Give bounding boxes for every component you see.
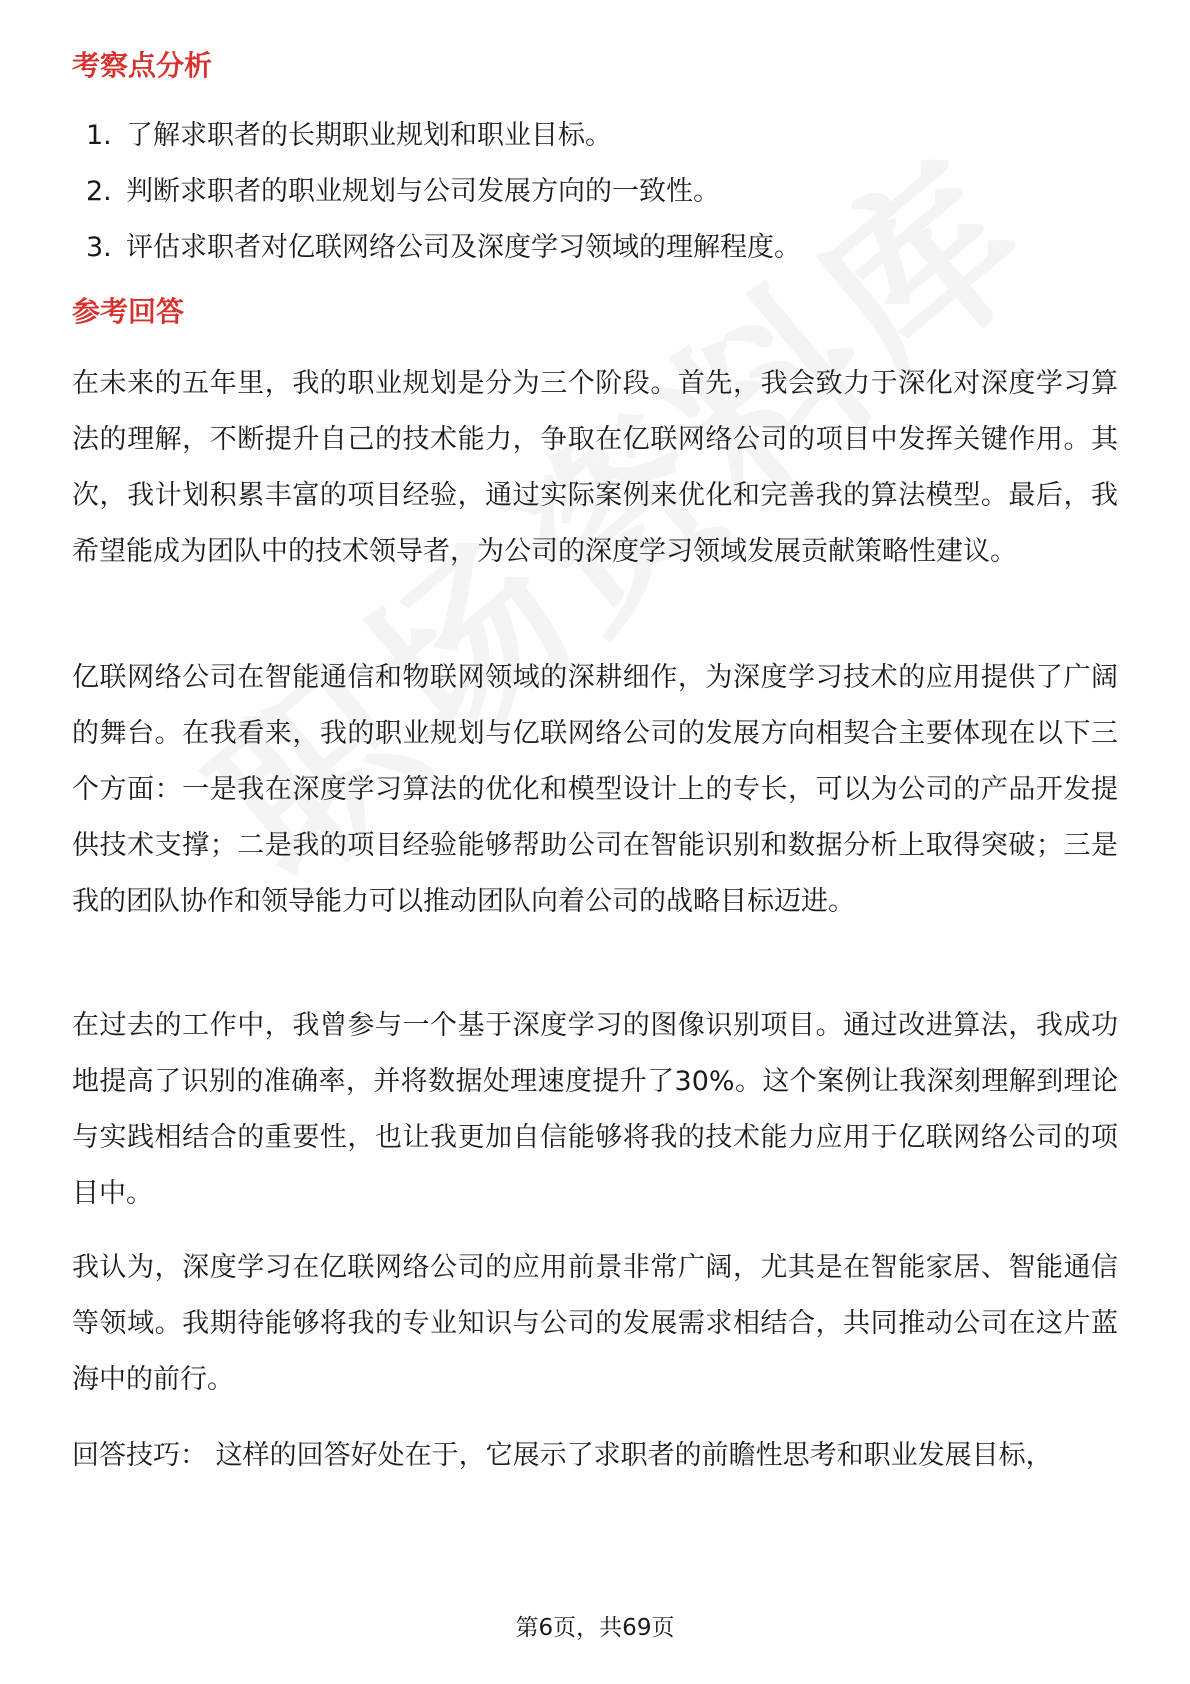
answer-tips-paragraph: 回答技巧： 这样的回答好处在于，它展示了求职者的前瞻性思考和职业发展目标， (72, 1440, 1053, 1471)
answer-paragraph: 在过去的工作中，我曾参与一个基于深度学习的图像识别项目。通过改进算法，我成功地提高了识别的准确率，并将数据处理速度提升了30%。这个案例让我深刻理解到理论与实践相结合的重要性，也让我更加自信能够将我的技术能力应用于亿联网络公司的项目中。 (72, 1010, 1118, 1209)
list-item-number: 3. (86, 232, 112, 263)
analysis-points-list (72, 116, 1118, 284)
list-item-text: 评估求职者对亿联网络公司及深度学习领域的理解程度。 (126, 232, 801, 263)
list-item-text: 判断求职者的职业规划与公司发展方向的一致性。 (126, 176, 720, 207)
list-item-text: 了解求职者的长期职业规划和职业目标。 (126, 120, 612, 151)
list-item (72, 172, 1118, 212)
analysis-section-title: 考察点分析 (72, 49, 213, 82)
answer-paragraph: 我认为，深度学习在亿联网络公司的应用前景非常广阔，尤其是在智能家居、智能通信等领域。我期待能够将我的专业知识与公司的发展需求相结合，共同推动公司在这片蓝海中的前行。 (72, 1252, 1118, 1395)
page-number-footer: 第6页，共69页 (515, 1615, 675, 1641)
list-item-number: 2. (86, 176, 112, 207)
answer-paragraph: 在未来的五年里，我的职业规划是分为三个阶段。首先，我会致力于深化对深度学习算法的理解，不断提升自己的技术能力，争取在亿联网络公司的项目中发挥关键作用。其次，我计划积累丰富的项目经验，通过实际案例来优化和完善我的算法模型。最后，我希望能成为团队中的技术领导者，为公司的深度学习领域发展贡献策略性建议。 (72, 368, 1118, 567)
list-item (72, 228, 1118, 268)
list-item (72, 116, 1118, 156)
list-item-number: 1. (86, 120, 112, 151)
answer-paragraph: 亿联网络公司在智能通信和物联网领域的深耕细作，为深度学习技术的应用提供了广阔的舞台。在我看来，我的职业规划与亿联网络公司的发展方向相契合主要体现在以下三个方面：一是我在深度学习算法的优化和模型设计上的专长，可以为公司的产品开发提供技术支撑；二是我的项目经验能够帮助公司在智能识别和数据分析上取得突破；三是我的团队协作和领导能力可以推动团队向着公司的战略目标迈进。 (72, 662, 1118, 917)
answer-section-title: 参考回答 (72, 295, 185, 328)
